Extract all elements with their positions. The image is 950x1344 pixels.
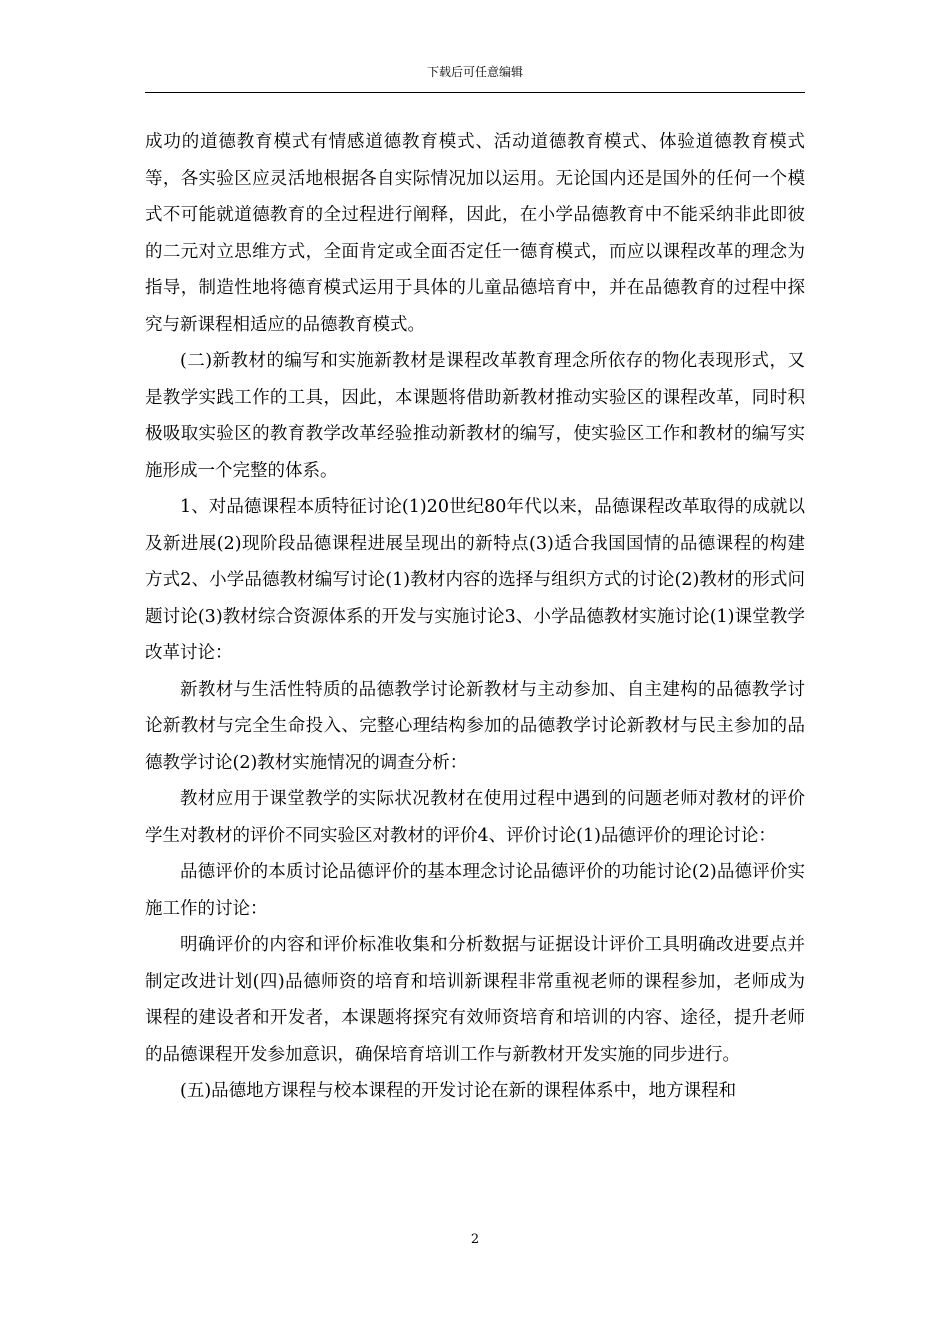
- page-number: 2: [470, 1232, 480, 1247]
- paragraph-research-items: 1、对品德课程本质特征讨论(1)20世纪80年代以来，品德课程改革取得的成就以及新进展(2)现阶段品德课程进展呈现出的新特点(3)适合我国国情的品德课程的构建方式2、小学品德教材编写讨论(1)教材内容的选择与组织方式的讨论(2)教材的形式问题讨论(3)教材综合资源体系的开发与实施讨论3、小学品德教材实施讨论(1)课堂教学改革讨论：: [145, 497, 805, 663]
- document-body: [145, 124, 805, 1110]
- paragraph-textbook-evaluation: 教材应用于课堂教学的实际状况教材在使用过程中遇到的问题老师对教材的评价学生对教材的评价不同实验区对教材的评价4、评价讨论(1)品德评价的理论讨论：: [145, 789, 805, 846]
- paragraph-local-curriculum: (五)品德地方课程与校本课程的开发讨论在新的课程体系中，地方课程和: [180, 1081, 737, 1101]
- paragraph-new-textbook: (二)新教材的编写和实施新教材是课程改革教育理念所依存的物化表现形式，又是教学实践工作的工具，因此，本课题将借助新教材推动实验区的课程改革，同时积极吸取实验区的教育教学改革经验推动新教材的编写，使实验区工作和教材的编写实施形成一个完整的体系。: [145, 351, 805, 481]
- paragraph-teacher-training: 明确评价的内容和评价标准收集和分析数据与证据设计评价工具明确改进要点并制定改进计划(四)品德师资的培育和培训新课程非常重视老师的课程参加，老师成为课程的建设者和开发者，本课题将探究有效师资培育和培训的内容、途径，提升老师的品德课程开发参加意识，确保培育培训工作与新教材开发实施的同步进行。: [145, 935, 805, 1065]
- paragraph-moral-evaluation: 品德评价的本质讨论品德评价的基本理念讨论品德评价的功能讨论(2)品德评价实施工作的讨论：: [145, 862, 805, 919]
- paragraph-teaching-research: 新教材与生活性特质的品德教学讨论新教材与主动参加、自主建构的品德教学讨论新教材与完全生命投入、完整心理结构参加的品德教学讨论新教材与民主参加的品德教学讨论(2)教材实施情况的调查分析：: [145, 679, 805, 773]
- page-header: 下载后可任意编辑: [426, 65, 523, 79]
- header-divider: [145, 92, 805, 93]
- paragraph-continuation: 成功的道德教育模式有情感道德教育模式、活动道德教育模式、体验道德教育模式等，各实验区应灵活地根据各自实际情况加以运用。无论国内还是国外的任何一个模式不可能就道德教育的全过程进行阐释，因此，在小学品德教育中不能采纳非此即彼的二元对立思维方式，全面肯定或全面否定任一德育模式，而应以课程改革的理念为指导，制造性地将德育模式运用于具体的儿童品德培育中，并在品德教育的过程中探究与新课程相适应的品德教育模式。: [145, 132, 805, 335]
